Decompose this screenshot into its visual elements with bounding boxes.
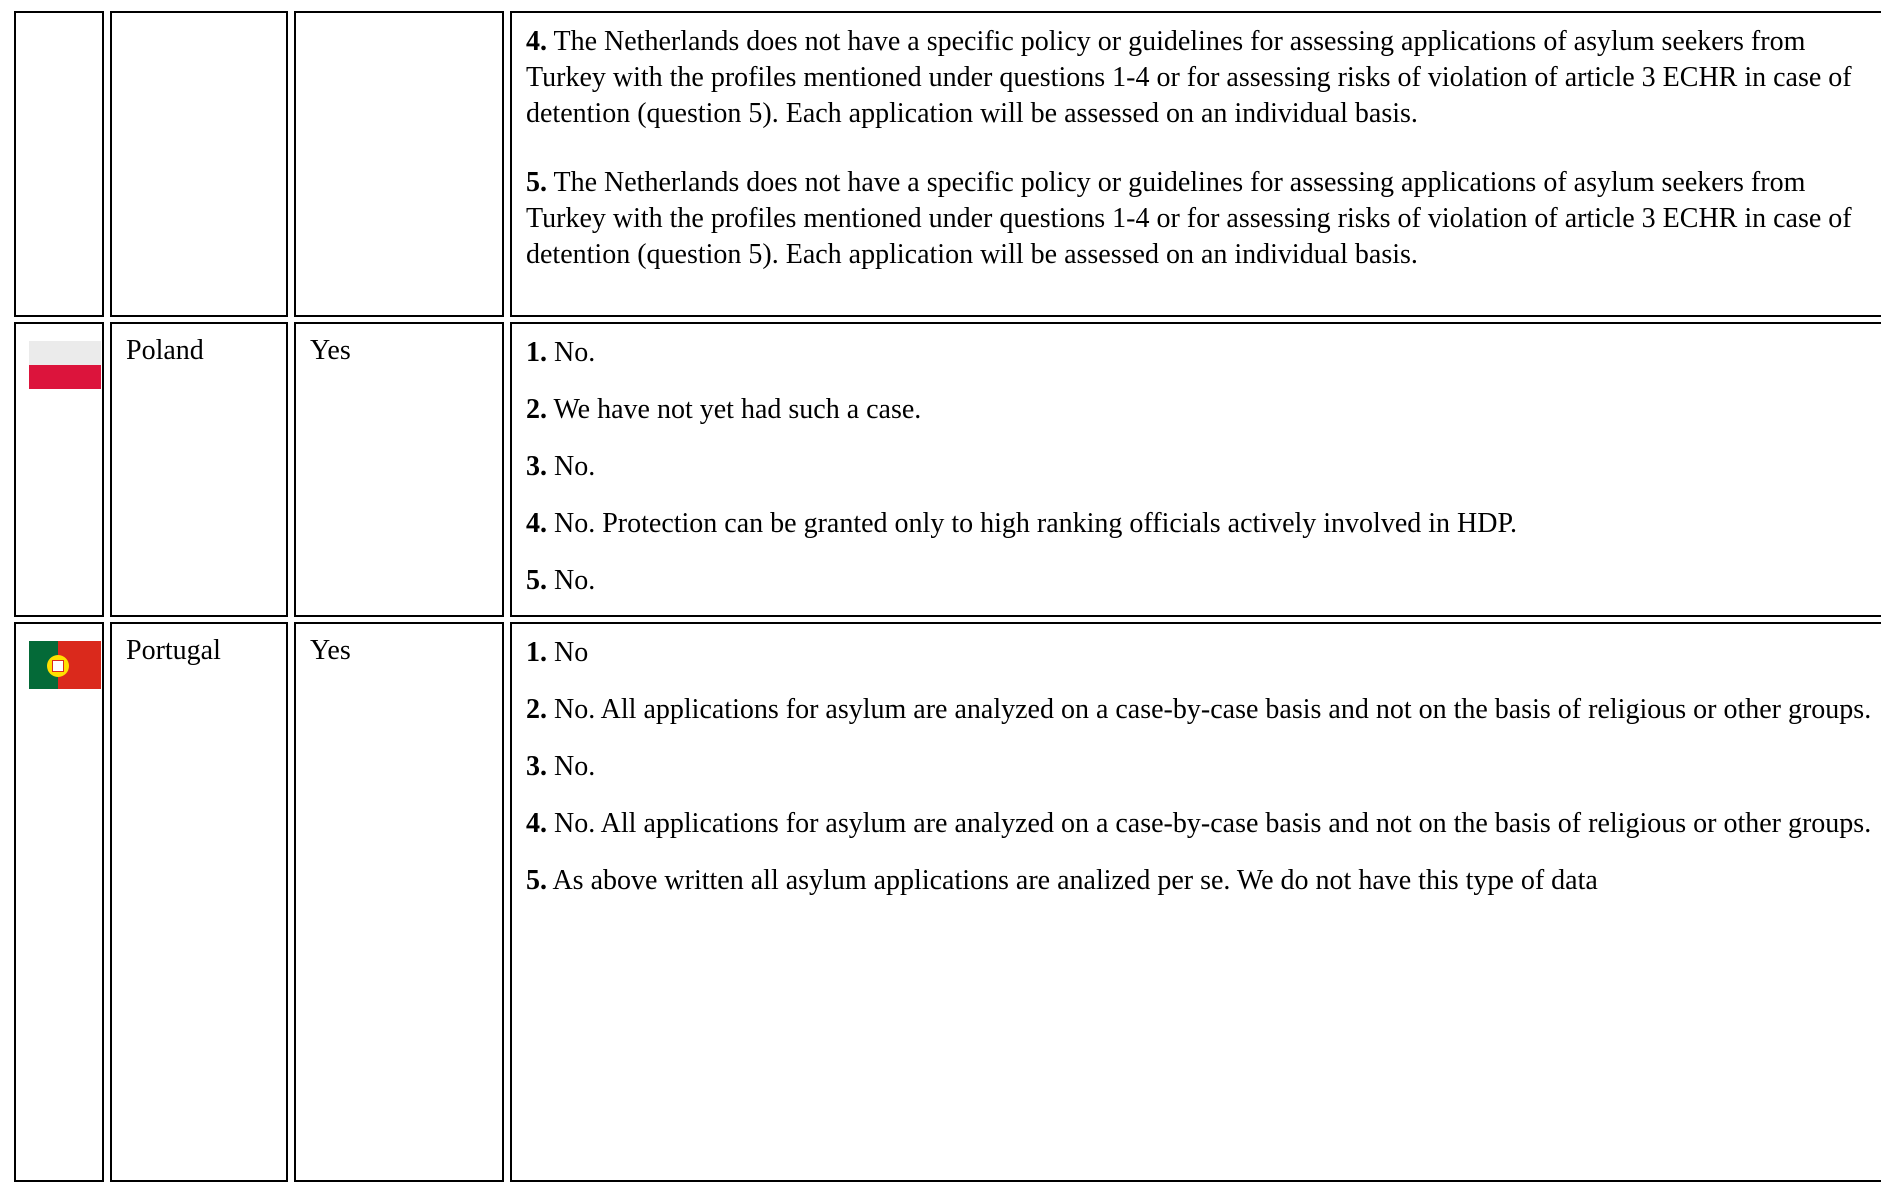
poland-flag-icon <box>29 341 101 389</box>
country-cell: Poland <box>110 322 288 617</box>
entry-number: 5. <box>526 565 547 596</box>
entry-number: 2. <box>526 694 547 725</box>
response-entry <box>526 449 1876 485</box>
response-cell <box>510 622 1881 1182</box>
flag-cell <box>14 622 104 1182</box>
response-entry <box>526 563 1876 599</box>
entry-text: We have not yet had such a case. <box>547 394 922 425</box>
response-entry <box>526 863 1876 899</box>
response-entry <box>526 392 1876 428</box>
entry-number: 5. <box>526 865 547 896</box>
response-cell <box>510 322 1881 617</box>
flag-cell <box>14 322 104 617</box>
entry-text: No. All applications for asylum are analyzed on a case-by-case basis and not on the basis of religious or other groups. <box>547 694 1872 725</box>
entry-text: The Netherlands does not have a specific policy or guidelines for assessing applications of asylum seekers from Turkey with the profiles mentioned under questions 1-4 or for assessing risks of violation of article 3 ECHR in case of detention (question 5). Each application will be assessed on an individual basis. <box>526 167 1852 270</box>
entry-text: No. Protection can be granted only to high ranking officials actively involved in HDP. <box>547 508 1517 539</box>
entry-number: 1. <box>526 337 547 368</box>
entry-number: 3. <box>526 451 547 482</box>
response-entry <box>526 335 1876 371</box>
answer-cell: Yes <box>294 322 504 617</box>
country-cell: Portugal <box>110 622 288 1182</box>
response-entry <box>526 24 1876 132</box>
answer-cell <box>294 11 504 317</box>
answer-cell: Yes <box>294 622 504 1182</box>
portugal-flag-icon <box>29 641 101 689</box>
response-entry <box>526 806 1876 842</box>
entry-number: 2. <box>526 394 547 425</box>
entry-text: As above written all asylum applications are analized per se. We do not have this type of data <box>547 865 1598 896</box>
response-entry <box>526 635 1876 671</box>
entry-number: 4. <box>526 508 547 539</box>
response-entry <box>526 506 1876 542</box>
entry-number: 3. <box>526 751 547 782</box>
country-cell <box>110 11 288 317</box>
entry-text: No. All applications for asylum are analyzed on a case-by-case basis and not on the basis of religious or other groups. <box>547 808 1872 839</box>
entry-number: 4. <box>526 808 547 839</box>
entry-text: No. <box>547 751 596 782</box>
response-entry <box>526 165 1876 273</box>
entry-text: The Netherlands does not have a specific policy or guidelines for assessing applications of asylum seekers from Turkey with the profiles mentioned under questions 1-4 or for assessing risks of violation of article 3 ECHR in case of detention (question 5). Each application will be assessed on an individual basis. <box>526 26 1852 129</box>
entry-text: No. <box>547 565 596 596</box>
response-entry <box>526 692 1876 728</box>
entry-number: 5. <box>526 167 547 198</box>
entry-text: No. <box>547 337 596 368</box>
entry-text: No <box>547 637 589 668</box>
entry-number: 1. <box>526 637 547 668</box>
flag-cell <box>14 11 104 317</box>
response-cell <box>510 11 1881 317</box>
response-entry <box>526 749 1876 785</box>
entry-number: 4. <box>526 26 547 57</box>
entry-text: No. <box>547 451 596 482</box>
